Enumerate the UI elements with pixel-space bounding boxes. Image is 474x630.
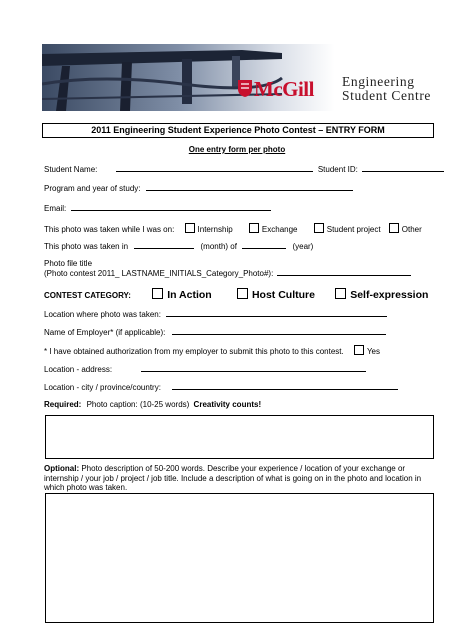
email-row — [44, 203, 271, 213]
required-label: Required: — [44, 400, 82, 409]
year-label: (year) — [292, 242, 314, 251]
other-label: Other — [401, 225, 422, 234]
student-id-label: Student ID: — [317, 165, 358, 174]
file-title-format: (Photo contest 2011_ LASTNAME_INITIALS_Category_Photo#): — [44, 269, 274, 278]
email-field[interactable] — [71, 203, 271, 211]
program-row — [44, 183, 353, 193]
month-field[interactable] — [134, 241, 194, 249]
student-id-field[interactable] — [362, 164, 444, 172]
self-expression-checkbox[interactable] — [335, 288, 346, 299]
other-checkbox[interactable] — [389, 223, 399, 233]
student-project-label: Student project — [326, 225, 381, 234]
location-row — [44, 309, 387, 319]
mcgill-logo: McGill — [254, 77, 314, 101]
file-title-label: Photo file title — [44, 259, 93, 268]
city-field[interactable] — [172, 382, 398, 390]
caption-instructions — [44, 400, 261, 409]
authorization-row — [44, 345, 380, 356]
address-row — [44, 364, 366, 374]
year-field[interactable] — [242, 241, 286, 249]
optional-text: Photo description of 50-200 words. Describe your experience / location of your exchange or internship / your job / project / job title. Include a description of what is going on in the photo and location in which photo was taken. — [44, 464, 422, 492]
exchange-label: Exchange — [261, 225, 298, 234]
internship-label: Internship — [197, 225, 233, 234]
month-label: (month) of — [200, 242, 237, 251]
address-label: Location - address: — [44, 365, 113, 374]
taken-in-label: This photo was taken in — [44, 242, 129, 251]
location-label: Location where photo was taken: — [44, 310, 161, 319]
location-field[interactable] — [166, 309, 387, 317]
taken-while-row — [44, 223, 422, 234]
caption-text: Photo caption: (10-25 words) — [86, 400, 190, 409]
description-box[interactable] — [45, 493, 434, 623]
program-label: Program and year of study: — [44, 184, 141, 193]
employer-row — [44, 327, 386, 337]
centre-name — [342, 75, 431, 103]
authorization-yes-label: Yes — [366, 347, 381, 356]
program-field[interactable] — [146, 183, 353, 191]
header-banner — [42, 44, 432, 111]
city-label: Location - city / province/country: — [44, 383, 161, 392]
employer-label: Name of Employer* (if applicable): — [44, 328, 166, 337]
taken-in-row — [44, 241, 313, 251]
student-name-field[interactable] — [116, 164, 313, 172]
optional-label: Optional: — [44, 464, 80, 473]
category-label: CONTEST CATEGORY: — [44, 291, 131, 300]
form-subtitle: One entry form per photo — [188, 145, 286, 154]
mcgill-shield-icon — [238, 80, 252, 97]
employer-field[interactable] — [172, 327, 386, 335]
category-row — [44, 288, 428, 301]
city-row — [44, 382, 398, 392]
form-title: 2011 Engineering Student Experience Photo Contest – ENTRY FORM — [42, 123, 434, 138]
file-title-row — [44, 268, 411, 278]
caption-box[interactable] — [45, 415, 434, 459]
address-field[interactable] — [141, 364, 366, 372]
optional-instructions — [44, 464, 434, 493]
centre-line-1: Engineering — [342, 74, 415, 89]
file-title-field[interactable] — [277, 268, 411, 276]
host-culture-checkbox[interactable] — [237, 288, 248, 299]
student-project-checkbox[interactable] — [314, 223, 324, 233]
student-name-row — [44, 164, 444, 174]
self-expression-label: Self-expression — [350, 289, 429, 301]
authorization-text: * I have obtained authorization from my employer to submit this photo to this contest. — [44, 347, 344, 356]
authorization-checkbox[interactable] — [354, 345, 364, 355]
creativity-text: Creativity counts! — [193, 400, 262, 409]
in-action-label: In Action — [167, 289, 212, 301]
student-name-label: Student Name: — [44, 165, 98, 174]
in-action-checkbox[interactable] — [152, 288, 163, 299]
exchange-checkbox[interactable] — [249, 223, 259, 233]
internship-checkbox[interactable] — [185, 223, 195, 233]
email-label: Email: — [44, 204, 67, 213]
host-culture-label: Host Culture — [251, 289, 315, 301]
taken-while-label: This photo was taken while I was on: — [44, 225, 175, 234]
centre-line-2: Student Centre — [342, 88, 432, 103]
